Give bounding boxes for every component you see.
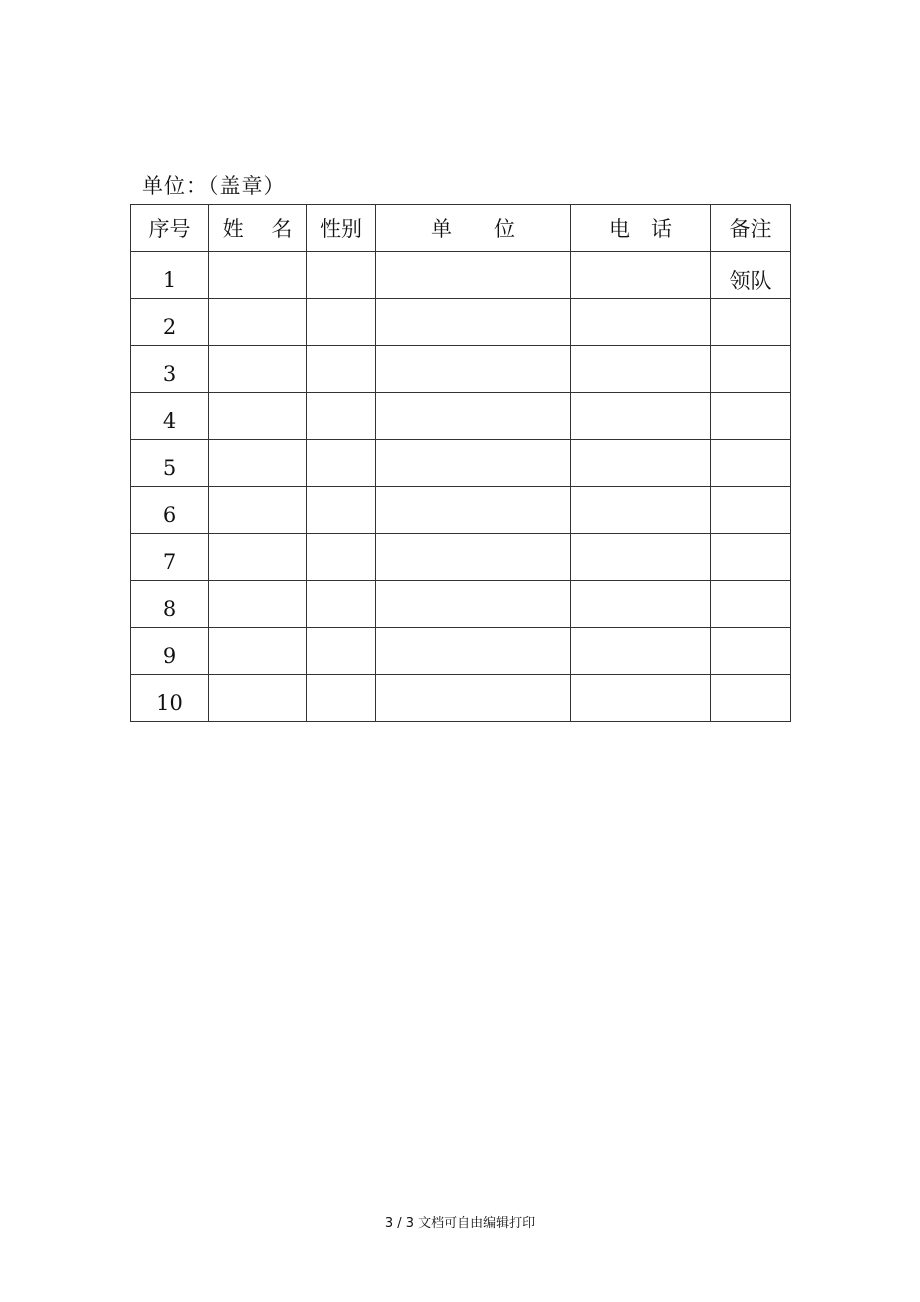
cell-gender [307,299,376,346]
cell-seq: 3 [131,346,209,393]
cell-seq: 9 [131,628,209,675]
table-row [131,675,791,722]
cell-note [711,299,791,346]
cell-unit [376,675,571,722]
cell-note: 领队 [711,252,791,299]
table-header-row [131,205,791,252]
cell-gender [307,534,376,581]
cell-gender [307,675,376,722]
cell-seq: 7 [131,534,209,581]
cell-seq: 1 [131,252,209,299]
cell-unit [376,534,571,581]
table-row [131,346,791,393]
cell-note [711,346,791,393]
cell-name [209,675,307,722]
header-name: 姓 名 [209,205,307,252]
cell-phone [571,534,711,581]
cell-unit [376,581,571,628]
table-row [131,628,791,675]
cell-note [711,534,791,581]
cell-note [711,581,791,628]
cell-note [711,393,791,440]
table-row [131,534,791,581]
cell-phone [571,581,711,628]
header-seq: 序号 [131,205,209,252]
cell-unit [376,299,571,346]
unit-stamp-line: 单位：（盖章） [142,174,286,198]
cell-name [209,534,307,581]
cell-phone [571,675,711,722]
cell-gender [307,393,376,440]
roster-table [130,204,791,722]
cell-phone [571,299,711,346]
table-row [131,440,791,487]
cell-phone [571,393,711,440]
cell-name [209,299,307,346]
cell-seq: 8 [131,581,209,628]
cell-unit [376,346,571,393]
cell-gender [307,252,376,299]
cell-gender [307,346,376,393]
header-note: 备注 [711,205,791,252]
table-row [131,581,791,628]
cell-note [711,628,791,675]
table-row [131,487,791,534]
cell-name [209,346,307,393]
cell-name [209,440,307,487]
cell-phone [571,346,711,393]
cell-phone [571,440,711,487]
cell-gender [307,581,376,628]
cell-name [209,393,307,440]
cell-seq: 5 [131,440,209,487]
table-row [131,252,791,299]
cell-phone [571,252,711,299]
header-phone: 电 话 [571,205,711,252]
cell-unit [376,252,571,299]
cell-gender [307,487,376,534]
cell-name [209,581,307,628]
cell-note [711,440,791,487]
cell-unit [376,487,571,534]
cell-name [209,252,307,299]
cell-phone [571,628,711,675]
cell-name [209,487,307,534]
cell-seq: 6 [131,487,209,534]
header-unit: 单 位 [376,205,571,252]
cell-unit [376,393,571,440]
cell-seq: 2 [131,299,209,346]
table-row [131,299,791,346]
cell-gender [307,628,376,675]
header-gender: 性别 [307,205,376,252]
cell-seq: 4 [131,393,209,440]
cell-name [209,628,307,675]
cell-gender [307,440,376,487]
cell-note [711,487,791,534]
cell-seq: 10 [131,675,209,722]
page-footer: 3 / 3 文档可自由编辑打印 [384,1216,536,1231]
cell-phone [571,487,711,534]
cell-unit [376,628,571,675]
table-row [131,393,791,440]
cell-unit [376,440,571,487]
cell-note [711,675,791,722]
